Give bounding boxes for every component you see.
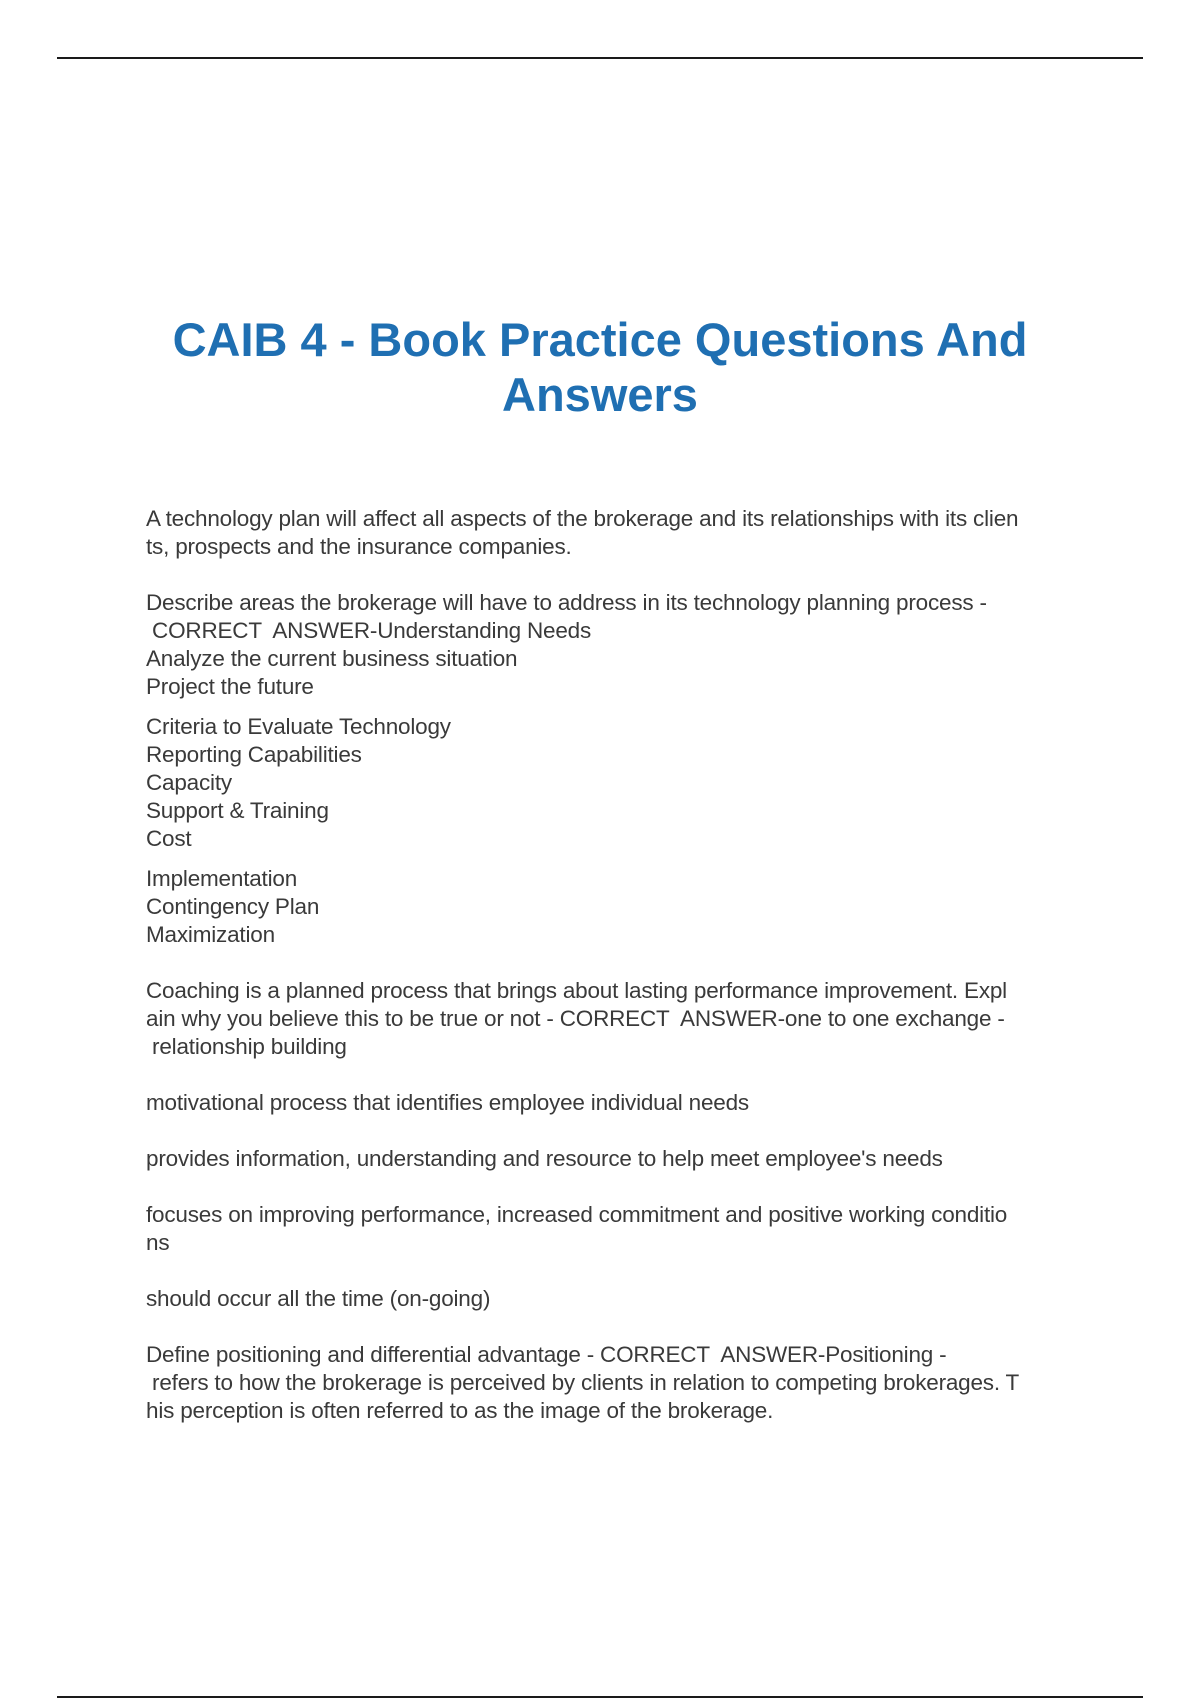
list-item: Maximization [146, 922, 275, 947]
text-line: should occur all the time (on-going) [146, 1286, 491, 1311]
text-line: Analyze the current business situation [146, 646, 518, 671]
answer-paragraph [146, 1201, 1096, 1257]
list-item: Criteria to Evaluate Technology [146, 714, 451, 739]
list-item: Capacity [146, 770, 232, 795]
text-line: Coaching is a planned process that brings about lasting performance improvement. Expl [146, 978, 1007, 1003]
text-line: relationship building [146, 1034, 347, 1059]
footer-rule [57, 1696, 1143, 1698]
title-line: CAIB 4 - Book Practice Questions And [172, 313, 1028, 366]
question-paragraph [146, 1341, 1096, 1425]
answer-list [146, 713, 1096, 853]
list-item: Reporting Capabilities [146, 742, 362, 767]
list-item: Cost [146, 826, 192, 851]
text-line: ns [146, 1230, 170, 1255]
question-paragraph [146, 977, 1096, 1061]
text-line: refers to how the brokerage is perceived by clients in relation to competing brokerages. T [146, 1370, 1020, 1395]
document-title [100, 312, 1100, 422]
text-line: A technology plan will affect all aspects of the brokerage and its relationships with its clien [146, 506, 1019, 531]
text-line: Project the future [146, 674, 314, 699]
answer-list [146, 865, 1096, 949]
answer-paragraph [146, 1089, 1096, 1117]
answer-paragraph [146, 1145, 1096, 1173]
intro-paragraph [146, 505, 1096, 561]
header-rule [57, 57, 1143, 59]
title-line: Answers [502, 368, 698, 421]
text-line: his perception is often referred to as the image of the brokerage. [146, 1398, 774, 1423]
document-body [146, 505, 1096, 1453]
question-paragraph [146, 589, 1096, 701]
text-line: ts, prospects and the insurance companies. [146, 534, 572, 559]
text-line: focuses on improving performance, increased commitment and positive working conditio [146, 1202, 1008, 1227]
text-line: ain why you believe this to be true or not - CORRECT ANSWER-one to one exchange - [146, 1006, 1005, 1031]
text-line: Describe areas the brokerage will have to address in its technology planning process - [146, 590, 987, 615]
answer-paragraph [146, 1285, 1096, 1313]
text-line: provides information, understanding and resource to help meet employee's needs [146, 1146, 943, 1171]
list-item: Implementation [146, 866, 298, 891]
text-line: Define positioning and differential advantage - CORRECT ANSWER-Positioning - [146, 1342, 947, 1367]
text-line: motivational process that identifies employee individual needs [146, 1090, 749, 1115]
list-item: Contingency Plan [146, 894, 320, 919]
list-item: Support & Training [146, 798, 329, 823]
text-line: CORRECT ANSWER-Understanding Needs [146, 618, 592, 643]
